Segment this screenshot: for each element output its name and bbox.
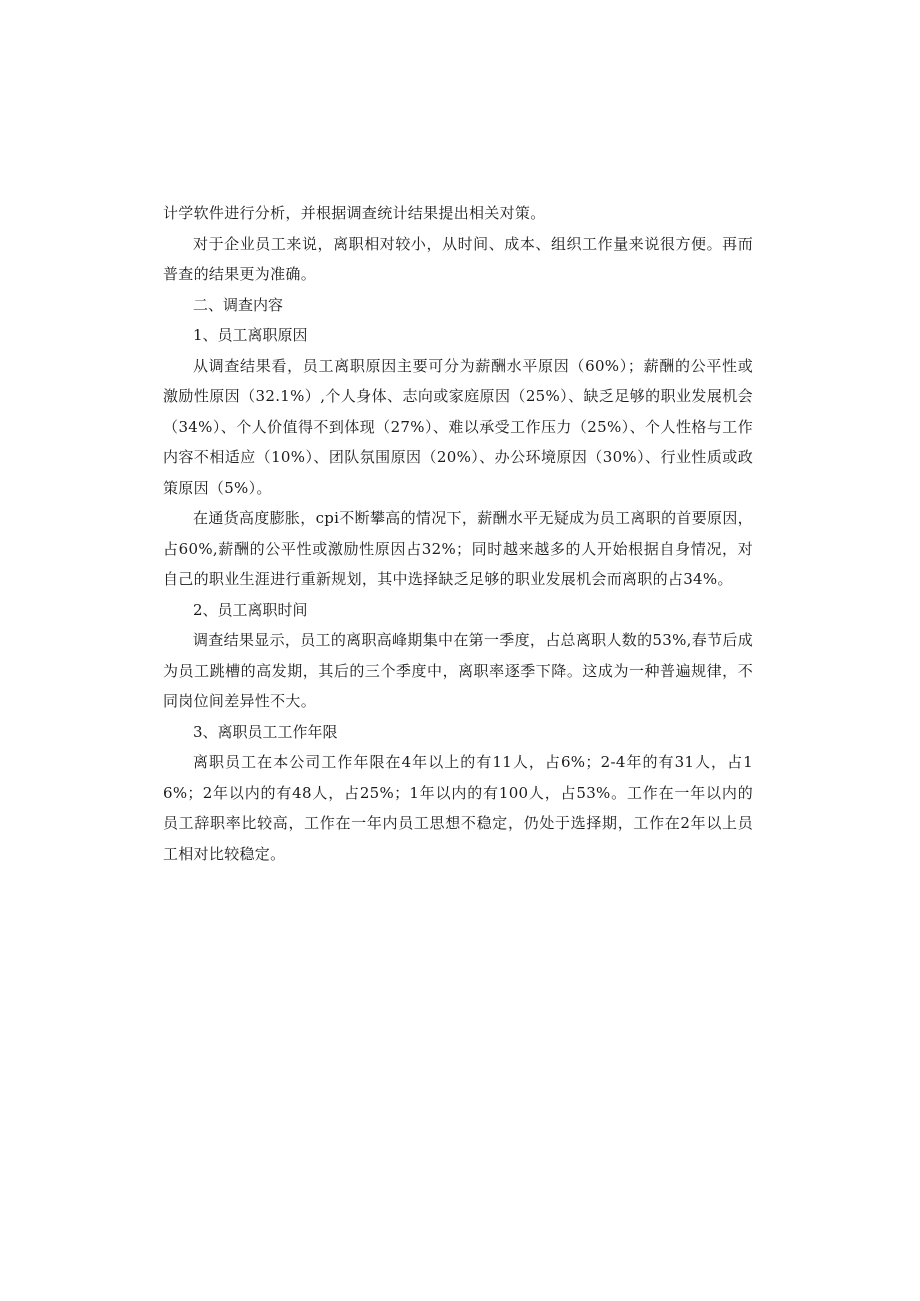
subheading-work-tenure: 3、离职员工工作年限 (193, 722, 338, 741)
document-page (163, 198, 753, 869)
paragraph-analysis-method: 计学软件进行分析，并根据调查统计结果提出相关对策。 (163, 204, 546, 222)
paragraph-resignation-reasons: 从调查结果看，员工离职原因主要可分为薪酬水平原因（60%）；薪酬的公平性或激励性原因（32.1%）,个人身体、志向或家庭原因（25%）、缺乏足够的职业发展机会（34%）、个人价值得不到体现（27%）、难以承受工作压力（25%）、个人性格与工作内容不相适应（10%）、团队氛围原因（20%）、办公环境原因（30%）、行业性质或政策原因（5%）。 (163, 356, 753, 497)
paragraph-resignation-time: 调查结果显示，员工的离职高峰期集中在第一季度，占总离职人数的53%,春节后成为员工跳槽的高发期，其后的三个季度中，离职率逐季下降。这成为一种普遍规律，不同岗位间差异性不大。 (163, 631, 753, 710)
section-heading-survey-content: 二、调查内容 (193, 295, 284, 314)
paragraph-survey-scope: 对于企业员工来说，离职相对较小，从时间、成本、组织工作量来说很方便。再而普查的结果更为准确。 (163, 234, 753, 283)
subheading-resignation-reasons: 1、员工离职原因 (193, 326, 308, 344)
paragraph-work-tenure: 离职员工在本公司工作年限在4年以上的有11人，占6%；2-4年的有31人，占16%；2年以内的有48人，占25%；1年以内的有100人，占53%。工作在一年以内的员工辞职率比较高，工作在一年内员工思想不稳定，仍处于选择期，工作在2年以上员工相对比较稳定。 (163, 753, 753, 863)
subheading-resignation-time: 2、员工离职时间 (193, 600, 308, 619)
paragraph-salary-analysis: 在通货高度膨胀，cpi不断攀高的情况下，薪酬水平无疑成为员工离职的首要原因，占60%,薪酬的公平性或激励性原因占32%；同时越来越多的人开始根据自身情况，对自己的职业生涯进行重新规划，其中选择缺乏足够的职业发展机会而离职的占34%。 (163, 509, 753, 588)
